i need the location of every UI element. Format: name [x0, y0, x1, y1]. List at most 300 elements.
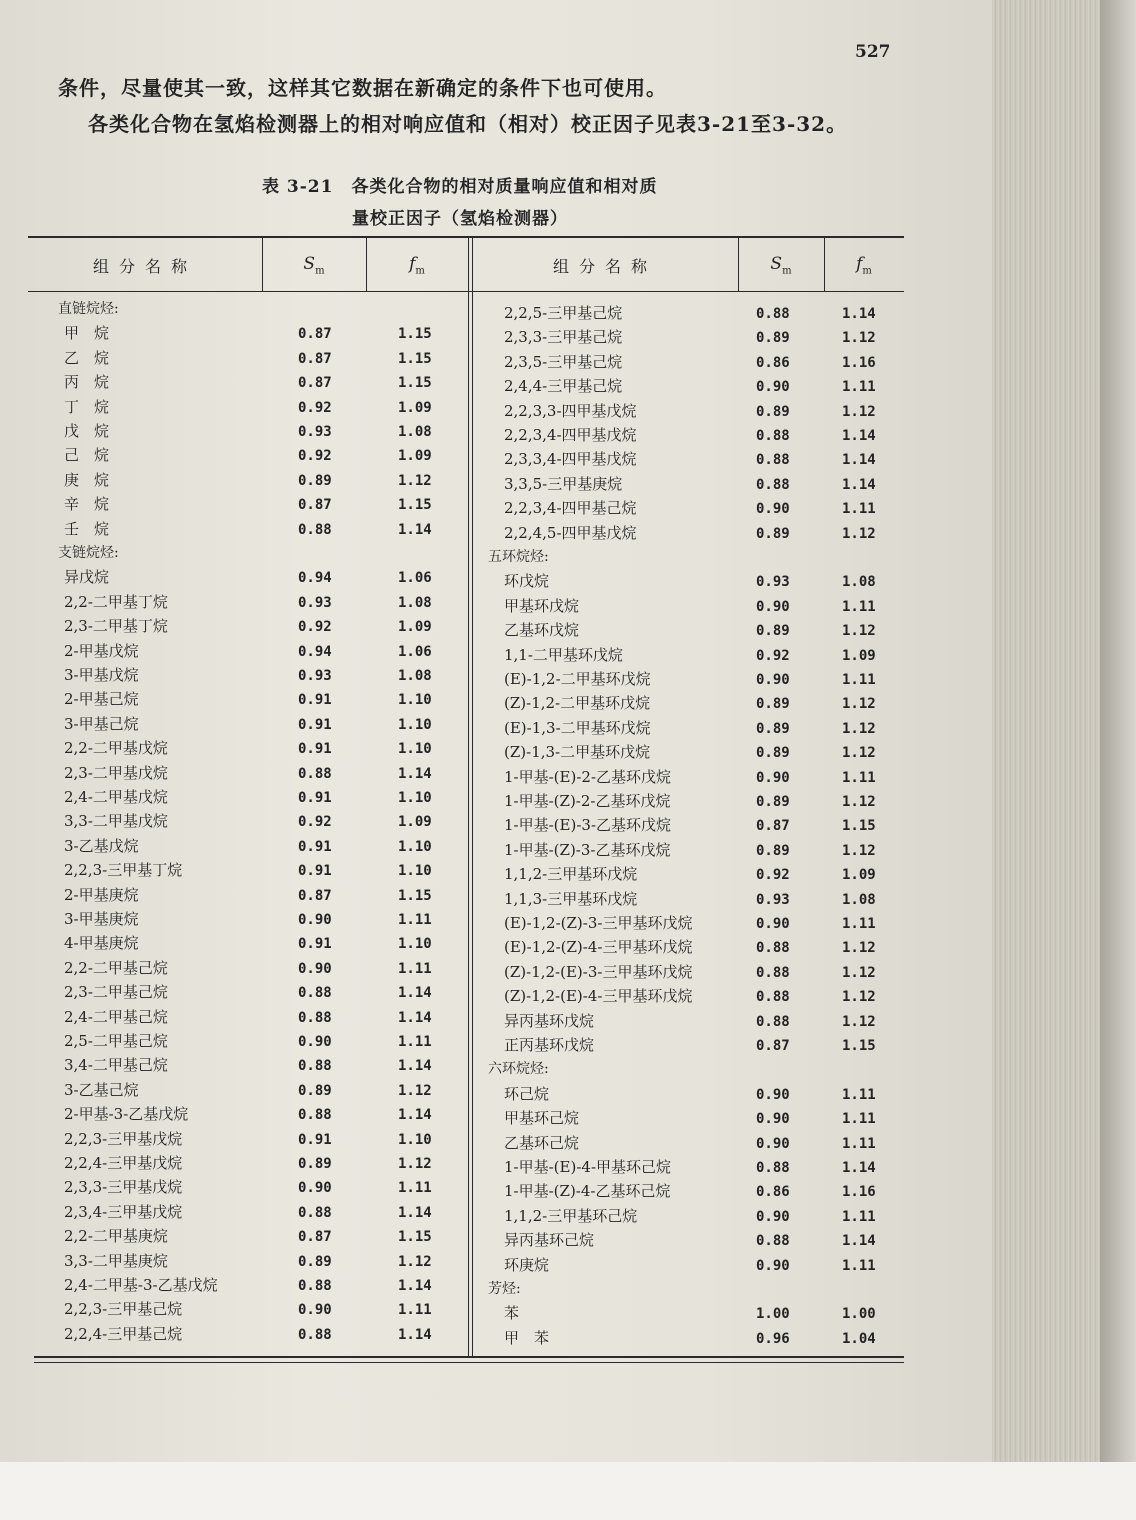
table-row: [0, 640, 468, 664]
sm-value: 0.87: [298, 1229, 332, 1246]
sm-value: 1.00: [756, 1306, 790, 1323]
compound-name: 2,4-二甲基-3-乙基戊烷: [64, 1276, 218, 1294]
compound-name: 苯: [504, 1304, 520, 1323]
header-name-left: [28, 240, 262, 290]
compound-name: 2,2-二甲基庚烷: [64, 1227, 168, 1246]
header-sm-right-letter: S: [770, 253, 783, 274]
compound-name: 4-甲基庚烷: [64, 934, 139, 953]
fm-value: 1.08: [842, 891, 876, 908]
group-heading: 支链烷烃:: [58, 545, 119, 561]
sm-value: 0.88: [756, 989, 790, 1006]
fm-value: 1.12: [842, 1013, 876, 1030]
table-row: [0, 1054, 468, 1078]
fm-value: 1.11: [842, 1208, 876, 1225]
table-row: [0, 469, 468, 493]
sm-value: 0.89: [756, 794, 790, 810]
fm-value: 1.11: [842, 1111, 876, 1128]
fm-value: 1.11: [842, 672, 876, 688]
fm-value: 1.10: [398, 863, 432, 880]
fm-value: 1.14: [398, 1107, 432, 1124]
header-name-left-label: 组分名称: [92, 256, 197, 276]
sm-value: 0.90: [756, 672, 790, 688]
sm-value: 0.90: [756, 1208, 790, 1225]
table-row: [0, 1201, 468, 1225]
compound-name: 2,2-二甲基己烷: [64, 958, 168, 977]
fm-value: 1.15: [398, 1229, 432, 1246]
table-row: [472, 448, 904, 472]
header-sm-left-symbol: [303, 254, 324, 276]
sm-value: 0.94: [298, 643, 332, 660]
table-row: [0, 762, 468, 786]
table-row: [0, 1250, 468, 1274]
sm-value: 0.87: [298, 350, 332, 367]
table-row: [472, 766, 904, 790]
sm-value: 0.91: [298, 936, 332, 953]
table-row: [0, 713, 468, 737]
compound-name: 辛 烷: [64, 495, 110, 514]
sm-value: 0.90: [756, 501, 790, 518]
sm-value: 0.89: [756, 696, 790, 713]
fm-value: 1.10: [398, 1131, 432, 1148]
fm-value: 1.12: [398, 1156, 432, 1172]
table-row: [472, 1254, 904, 1278]
header-sm-left-sub: m: [315, 265, 325, 277]
compound-name: 丁 烷: [64, 397, 110, 416]
table-row: [0, 688, 468, 712]
compound-name: 2,2,3-三甲基丁烷: [64, 861, 183, 880]
intro-text-line-1: 条件，尽量使其一致，这样其它数据在新确定的条件下也可使用。: [58, 76, 667, 100]
table-row: [0, 810, 468, 834]
compound-name: 壬 烷: [64, 519, 110, 538]
fm-value: 1.14: [398, 1204, 432, 1221]
sm-value: 0.87: [298, 326, 332, 343]
table-row: [472, 473, 904, 497]
header-fm-left-symbol: [409, 254, 425, 276]
fm-value: 1.04: [842, 1330, 876, 1347]
compound-name: 庚 烷: [64, 470, 110, 489]
compound-name: 环庚烷: [504, 1255, 550, 1274]
fm-value: 1.08: [398, 668, 432, 684]
group-heading: 六环烷烃:: [488, 1061, 549, 1078]
table-row: [0, 1298, 468, 1322]
compound-name: 异丙基环己烷: [504, 1231, 595, 1250]
fm-value: 1.08: [398, 424, 432, 440]
table-row: [472, 985, 904, 1009]
table-row: [0, 493, 468, 517]
sm-value: 0.86: [756, 354, 790, 371]
fm-value: 1.10: [398, 790, 432, 806]
table-row: [472, 839, 904, 863]
group-heading-row: [472, 1278, 904, 1302]
header-sm-left-letter: S: [303, 253, 316, 274]
table-row: [472, 741, 904, 765]
table-top-rule: [28, 236, 904, 238]
table-row: [472, 375, 904, 399]
fm-value: 1.00: [842, 1306, 876, 1323]
table-row: [0, 1128, 468, 1152]
fm-value: 1.11: [398, 1180, 432, 1197]
compound-name: 3-甲基己烷: [64, 714, 139, 733]
fm-value: 1.06: [398, 643, 432, 660]
header-fm-right-letter: f: [856, 253, 863, 274]
table-row: [472, 961, 904, 985]
compound-name: 2,3,4-三甲基戊烷: [64, 1202, 183, 1221]
fm-value: 1.12: [842, 989, 876, 1006]
fm-value: 1.08: [842, 574, 876, 591]
sm-value: 0.91: [298, 838, 332, 855]
compound-name: 1-甲基-(E)-3-乙基环戊烷: [504, 816, 672, 835]
sm-value: 0.89: [298, 1253, 332, 1270]
table-row: [472, 1180, 904, 1204]
fm-value: 1.15: [842, 1038, 876, 1054]
compound-name: 1-甲基-(Z)-4-乙基环己烷: [504, 1182, 671, 1201]
sm-value: 0.91: [298, 741, 332, 758]
table-row: [472, 790, 904, 814]
fm-value: 1.09: [398, 448, 432, 465]
table-row: [472, 351, 904, 375]
sm-value: 0.86: [756, 1184, 790, 1201]
sm-value: 0.88: [298, 1009, 332, 1026]
sm-value: 0.88: [298, 1058, 332, 1075]
fm-value: 1.12: [842, 623, 876, 640]
compound-name: 2,2-二甲基戊烷: [64, 739, 168, 758]
fm-value: 1.11: [842, 598, 876, 615]
compound-name: 2,3-二甲基戊烷: [64, 763, 168, 782]
table-row: [0, 396, 468, 420]
fm-value: 1.09: [842, 647, 876, 664]
fm-value: 1.15: [398, 497, 432, 514]
table-row: [472, 302, 904, 326]
table-caption-line-1: 表 3-21 各类化合物的相对质量响应值和相对质: [262, 177, 658, 197]
table-row: [0, 1103, 468, 1127]
compound-name: 3,4-二甲基己烷: [64, 1056, 168, 1075]
table-row: [0, 664, 468, 688]
table-row: [0, 371, 468, 395]
compound-name: (Z)-1,2-二甲基环戊烷: [504, 694, 651, 713]
table-row: [472, 912, 904, 936]
table-row: [472, 619, 904, 643]
compound-name: 正丙基环戊烷: [504, 1036, 595, 1054]
compound-name: 2,3-二甲基己烷: [64, 983, 168, 1002]
fm-value: 1.10: [398, 838, 432, 855]
table-row: [0, 1079, 468, 1103]
group-heading-row: [472, 1058, 904, 1082]
fm-value: 1.12: [842, 964, 876, 981]
table-row: [472, 1327, 904, 1351]
sm-value: 0.93: [298, 424, 332, 440]
compound-name: 2,3,5-三甲基己烷: [504, 352, 623, 371]
sm-value: 0.93: [756, 574, 790, 591]
fm-value: 1.12: [398, 1082, 432, 1099]
compound-name: 甲 烷: [64, 324, 110, 343]
compound-name: (E)-1,2-(Z)-3-三甲基环戊烷: [504, 914, 693, 932]
group-heading-row: [472, 546, 904, 570]
fm-value: 1.09: [842, 867, 876, 884]
compound-name: 2,2,3,4-四甲基戊烷: [504, 426, 637, 444]
fm-value: 1.11: [398, 1302, 432, 1319]
table-row: [472, 570, 904, 594]
table-row: [0, 1176, 468, 1200]
intro-text-line-2: 各类化合物在氢焰检测器上的相对响应值和（相对）校正因子见表3-21至3-32。: [88, 112, 848, 136]
compound-name: 2,3,3-三甲基戊烷: [64, 1178, 183, 1197]
sm-value: 0.89: [298, 1156, 332, 1172]
fm-value: 1.14: [842, 306, 876, 322]
compound-name: 2,2,3-三甲基己烷: [64, 1300, 183, 1319]
fm-value: 1.12: [842, 745, 876, 762]
sm-value: 0.91: [298, 692, 332, 709]
sm-value: 0.90: [298, 912, 332, 928]
compound-name: 1-甲基-(E)-4-甲基环己烷: [504, 1158, 672, 1176]
sm-value: 0.87: [756, 818, 790, 835]
fm-value: 1.12: [842, 403, 876, 420]
table-row: [472, 400, 904, 424]
fm-value: 1.14: [842, 1160, 876, 1176]
header-sm-left: [262, 240, 366, 290]
fm-value: 1.12: [842, 525, 876, 542]
sm-value: 0.91: [298, 863, 332, 880]
compound-name: 2,2,4,5-四甲基戊烷: [504, 523, 637, 542]
sm-value: 0.90: [756, 1257, 790, 1274]
table-row: [472, 1229, 904, 1253]
header-bottom-rule: [28, 291, 904, 292]
fm-value: 1.11: [842, 769, 876, 786]
compound-name: 2-甲基庚烷: [64, 885, 139, 904]
table-row: [0, 347, 468, 371]
fm-value: 1.15: [398, 375, 432, 392]
sm-value: 0.88: [756, 1013, 790, 1030]
sm-value: 0.88: [756, 964, 790, 981]
table-row: [472, 1034, 904, 1058]
fm-value: 1.10: [398, 741, 432, 758]
sm-value: 0.90: [756, 916, 790, 932]
fm-value: 1.14: [398, 765, 432, 782]
table-row: [472, 497, 904, 521]
sm-value: 0.88: [756, 452, 790, 469]
table-row: [472, 717, 904, 741]
sm-value: 0.88: [298, 765, 332, 782]
sm-value: 0.93: [298, 594, 332, 611]
compound-name: (E)-1,2-(Z)-4-三甲基环戊烷: [504, 938, 693, 957]
fm-value: 1.12: [842, 696, 876, 713]
table-row: [0, 566, 468, 590]
compound-name: 3,3,5-三甲基庚烷: [504, 474, 623, 493]
table-row: [0, 884, 468, 908]
table-row: [0, 615, 468, 639]
fm-value: 1.14: [842, 476, 876, 493]
header-fm-right: [824, 240, 904, 290]
compound-name: (Z)-1,2-(E)-4-三甲基环戊烷: [504, 987, 693, 1006]
table-row: [0, 1030, 468, 1054]
sm-value: 0.88: [756, 476, 790, 493]
fm-value: 1.14: [398, 1058, 432, 1075]
table-row: [472, 1302, 904, 1326]
fm-value: 1.12: [842, 842, 876, 859]
fm-value: 1.15: [842, 818, 876, 835]
group-heading: 芳烃:: [488, 1281, 521, 1297]
sm-value: 0.92: [298, 399, 332, 416]
page-number: 527: [855, 42, 891, 62]
compound-name: 2,5-二甲基己烷: [64, 1032, 168, 1050]
sm-value: 0.88: [756, 1160, 790, 1176]
compound-name: 2-甲基戊烷: [64, 641, 139, 660]
sm-value: 0.90: [756, 769, 790, 786]
table-row: [472, 936, 904, 960]
compound-name: (E)-1,3-二甲基环戊烷: [504, 718, 651, 737]
sm-value: 0.89: [756, 623, 790, 640]
fm-value: 1.14: [398, 1278, 432, 1294]
table-row: [0, 1225, 468, 1249]
compound-name: 1-甲基-(E)-2-乙基环戊烷: [504, 767, 672, 786]
header-sm-right-sub: m: [782, 265, 792, 277]
fm-value: 1.09: [398, 814, 432, 831]
header-fm-left-letter: f: [409, 253, 416, 274]
compound-name: 乙基环己烷: [504, 1133, 580, 1152]
table-bottom-rule: [34, 1356, 904, 1358]
compound-name: 3-甲基戊烷: [64, 666, 139, 684]
table-row: [0, 1274, 468, 1298]
compound-name: 2,3,3-三甲基己烷: [504, 328, 623, 347]
header-name-right: [472, 240, 738, 290]
table-row: [0, 957, 468, 981]
fm-value: 1.11: [398, 1034, 432, 1050]
sm-value: 0.88: [756, 306, 790, 322]
table-row: [472, 1083, 904, 1107]
header-fm-right-symbol: [856, 254, 872, 276]
group-heading: 五环烷烃:: [488, 549, 549, 565]
compound-name: 2,3-二甲基丁烷: [64, 617, 168, 636]
table-row: [472, 1010, 904, 1034]
fm-value: 1.11: [842, 501, 876, 518]
compound-name: 戊 烷: [64, 422, 110, 440]
sm-value: 0.90: [298, 960, 332, 977]
sm-value: 0.89: [756, 720, 790, 737]
table-row: [0, 420, 468, 444]
sm-value: 0.90: [298, 1180, 332, 1197]
group-heading-row: [0, 542, 468, 566]
table-row: [472, 1205, 904, 1229]
sm-value: 0.87: [298, 497, 332, 514]
sm-value: 0.92: [756, 867, 790, 884]
fm-value: 1.11: [842, 1135, 876, 1152]
table-row: [0, 859, 468, 883]
fm-value: 1.08: [398, 594, 432, 611]
table-row: [472, 424, 904, 448]
compound-name: 己 烷: [64, 446, 110, 465]
compound-name: 2,2,3-三甲基戊烷: [64, 1129, 183, 1148]
table-row: [472, 1132, 904, 1156]
sm-value: 0.88: [756, 940, 790, 957]
table-row: [0, 1323, 468, 1347]
fm-value: 1.11: [398, 912, 432, 928]
sm-value: 0.89: [298, 472, 332, 489]
table-row: [0, 591, 468, 615]
fm-value: 1.06: [398, 570, 432, 587]
fm-value: 1.10: [398, 692, 432, 709]
fm-value: 1.16: [842, 354, 876, 371]
table-row: [0, 908, 468, 932]
compound-name: 1,1-二甲基环戊烷: [504, 645, 623, 664]
fm-value: 1.16: [842, 1184, 876, 1201]
fm-value: 1.12: [398, 472, 432, 489]
sm-value: 0.89: [756, 525, 790, 542]
sm-value: 0.89: [756, 745, 790, 762]
compound-name: 1,1,2-三甲基环戊烷: [504, 865, 638, 884]
sm-value: 0.89: [298, 1082, 332, 1099]
compound-name: (Z)-1,2-(E)-3-三甲基环戊烷: [504, 962, 693, 981]
compound-name: 2,2,5-三甲基己烷: [504, 304, 623, 322]
sm-value: 0.88: [298, 1204, 332, 1221]
compound-name: 2,2,3,4-四甲基己烷: [504, 499, 637, 518]
compound-name: 2,2-二甲基丁烷: [64, 592, 168, 611]
header-sm-right-symbol: [770, 254, 791, 276]
sm-value: 0.91: [298, 790, 332, 806]
fm-value: 1.14: [398, 1326, 432, 1343]
fm-value: 1.14: [842, 452, 876, 469]
table-row: [472, 1107, 904, 1131]
sm-value: 0.90: [756, 1111, 790, 1128]
compound-name: 1-甲基-(Z)-3-乙基环戊烷: [504, 840, 671, 859]
table-row: [0, 322, 468, 346]
table-row: [0, 1152, 468, 1176]
center-divider-a: [468, 238, 469, 1356]
compound-name: 甲 苯: [504, 1328, 550, 1347]
compound-name: 甲基环戊烷: [504, 596, 580, 615]
sm-value: 0.90: [298, 1034, 332, 1050]
fm-value: 1.09: [398, 619, 432, 636]
compound-name: 2,3,3,4-四甲基戊烷: [504, 450, 637, 469]
table-row: [472, 888, 904, 912]
table-row: [472, 644, 904, 668]
table-row: [0, 518, 468, 542]
sm-value: 0.89: [756, 330, 790, 347]
compound-name: 1,1,2-三甲基环己烷: [504, 1206, 638, 1225]
sm-value: 0.92: [756, 647, 790, 664]
fm-value: 1.11: [842, 379, 876, 396]
fm-value: 1.11: [842, 916, 876, 932]
fm-value: 1.12: [842, 330, 876, 347]
compound-name: 异戊烷: [64, 568, 110, 587]
sm-value: 0.92: [298, 448, 332, 465]
fm-value: 1.15: [398, 350, 432, 367]
sm-value: 0.90: [756, 598, 790, 615]
table-row: [472, 595, 904, 619]
compound-name: 3-乙基戊烷: [64, 836, 139, 855]
compound-name: 乙基环戊烷: [504, 621, 580, 640]
fm-value: 1.12: [842, 720, 876, 737]
sm-value: 0.94: [298, 570, 332, 587]
header-fm-left: [366, 240, 468, 290]
table-row: [0, 835, 468, 859]
table-row: [0, 981, 468, 1005]
compound-name: 2,2,3,3-四甲基戊烷: [504, 401, 637, 420]
sm-value: 0.93: [756, 891, 790, 908]
sm-value: 0.87: [298, 887, 332, 904]
header-fm-right-sub: m: [862, 265, 872, 277]
sm-value: 0.89: [756, 403, 790, 420]
sm-value: 0.87: [298, 375, 332, 392]
table-row: [472, 1156, 904, 1180]
table-row: [0, 737, 468, 761]
compound-name: (E)-1,2-二甲基环戊烷: [504, 670, 651, 688]
fm-value: 1.15: [398, 887, 432, 904]
sm-value: 0.88: [298, 1107, 332, 1124]
fm-value: 1.12: [398, 1253, 432, 1270]
sm-value: 0.91: [298, 1131, 332, 1148]
compound-name: 2-甲基己烷: [64, 690, 139, 709]
sm-value: 0.93: [298, 668, 332, 684]
sm-value: 0.90: [756, 1135, 790, 1152]
compound-name: 2,4-二甲基己烷: [64, 1007, 168, 1026]
